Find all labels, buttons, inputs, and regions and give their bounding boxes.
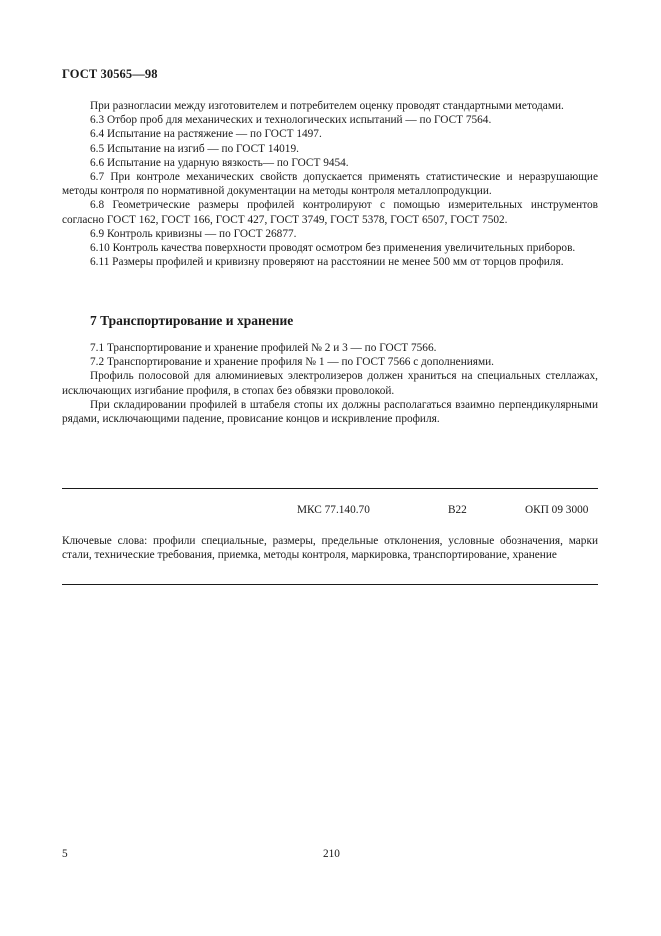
paragraph-6-4: 6.4 Испытание на растяжение — по ГОСТ 1497. [90, 128, 322, 141]
section-7-title: 7 Транспортирование и хранение [90, 313, 294, 328]
paragraph-7-1: 7.1 Транспортирование и хранение профилей № 2 и 3 — по ГОСТ 7566. [90, 342, 437, 354]
paragraph-7-2-stacking: При складировании профилей в штабеля стопы их должны располагаться взаимно перпендикулярными рядами, исключающими падение, провисание концов и искривление профиля. [62, 398, 598, 426]
divider-bottom [62, 584, 598, 585]
paragraph-7-2: 7.2 Транспортирование и хранение профиля № 1 — по ГОСТ 7566 с дополнениями. [90, 356, 494, 369]
paragraph-6-7: 6.7 При контроле механических свойств допускается применять статистические и неразрушающие методы контроля по нормативной документации на методы контроля металлопродукции. [62, 171, 598, 198]
paragraph-6-6: 6.6 Испытание на ударную вязкость— по ГОСТ 9454. [90, 156, 349, 169]
paragraph-6-8: 6.8 Геометрические размеры профилей контролируют с помощью измерительных инструментов согласно ГОСТ 162, ГОСТ 166, ГОСТ 427, ГОСТ 3749, ГОСТ 5378, ГОСТ 6507, ГОСТ 7502. [62, 199, 598, 226]
paragraph-6-10: 6.10 Контроль качества поверхности проводят осмотром без применения увеличительных приборов. [90, 242, 576, 255]
section-6-text [62, 99, 598, 269]
paragraph-6-9: 6.9 Контроль кривизны — по ГОСТ 26877. [90, 227, 297, 240]
divider-top [62, 488, 598, 489]
page-number-center: 210 [323, 848, 340, 860]
section-7-text [62, 341, 598, 426]
paragraph-7-2-storage: Профиль полосовой для алюминиевых электролизеров должен храниться на специальных стеллажах, исключающих изгибание профиля, в стопах без обвязки проволокой. [62, 370, 598, 397]
classification-group-code: В22 [448, 504, 467, 516]
mks-code: МКС 77.140.70 [297, 504, 370, 516]
paragraph-6-5: 6.5 Испытание на изгиб — по ГОСТ 14019. [90, 142, 299, 155]
okp-code: ОКП 09 3000 [525, 504, 589, 516]
page-number-left: 5 [62, 848, 68, 860]
paragraph-6-2-continued: При разногласии между изготовителем и потребителем оценку проводят стандартными методами. [90, 100, 564, 112]
paragraph-6-11: 6.11 Размеры профилей и кривизну проверяют на расстоянии не менее 500 мм от торцов профиля. [90, 256, 564, 269]
paragraph-6-3: 6.3 Отбор проб для механических и технологических испытаний — по ГОСТ 7564. [90, 114, 492, 127]
document-code-header: ГОСТ 30565—98 [62, 67, 158, 81]
keywords-paragraph: Ключевые слова: профили специальные, размеры, предельные отклонения, условные обозначения, марки стали, технические требования, приемка, методы контроля, маркировка, транспортирование, хранение [62, 535, 598, 562]
